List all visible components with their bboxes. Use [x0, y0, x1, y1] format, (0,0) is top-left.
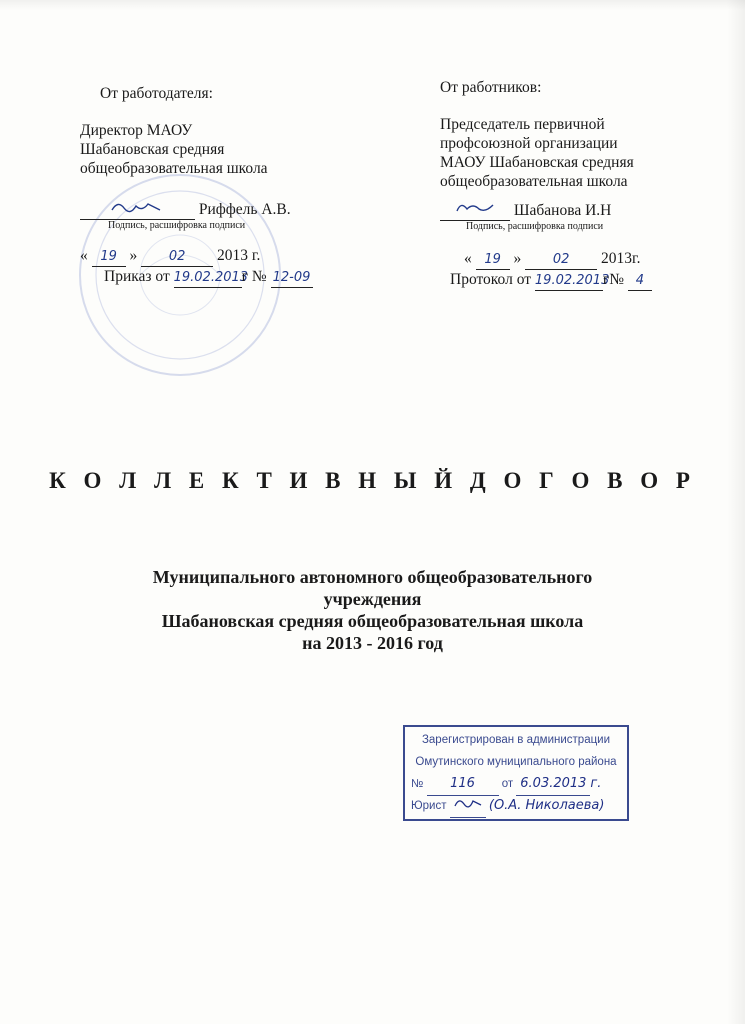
employees-position-line: Председатель первичной	[440, 116, 605, 133]
stamp-date-label: от	[501, 778, 514, 790]
order-number: 12-09	[271, 268, 313, 288]
employees-signer: Шабанова И.Н	[513, 202, 612, 219]
stamp-date-value: 6.03.2013	[516, 773, 590, 796]
stamp-number-row	[411, 773, 621, 795]
registration-stamp	[403, 725, 629, 821]
employer-signature-row	[80, 198, 380, 220]
employer-block	[80, 84, 380, 288]
stamp-lawyer-signature: (О.А. Николаева)	[488, 798, 605, 813]
order-date: 19.02.2013	[174, 268, 242, 288]
employees-date-day: 19	[476, 250, 510, 270]
employer-signature-line	[80, 198, 195, 220]
protocol-prefix: Протокол от	[450, 271, 532, 288]
employees-date-year: 2013г.	[601, 250, 641, 267]
employer-position-line: Шабановская средняя	[80, 141, 225, 158]
employees-signature-caption: Подпись, расшифровка подписи	[466, 221, 604, 232]
quote-open: «	[80, 247, 88, 264]
subtitle-line: Шабановская средняя общеобразовательная школа	[161, 611, 584, 631]
employer-signature-caption: Подпись, расшифровка подписи	[108, 220, 246, 231]
stamp-lawyer-row	[411, 795, 621, 817]
employer-signature-icon	[108, 198, 168, 214]
stamp-line: Омутинского муниципального района	[415, 756, 617, 768]
subtitle-line: Муниципального автономного общеобразовательного	[152, 567, 593, 587]
employer-date-month: 02	[141, 247, 213, 267]
employees-signature-line	[440, 199, 510, 221]
employees-date-row	[440, 249, 740, 270]
employer-date-day: 19	[92, 247, 126, 267]
stamp-number-label: №	[411, 778, 424, 790]
employer-heading: От работодателя:	[100, 85, 213, 102]
stamp-line: Зарегистрирован в администрации	[421, 734, 611, 746]
page-shadow-top	[0, 0, 745, 10]
protocol-date: 19.02.2013	[535, 271, 603, 291]
employer-date-year: 2013 г.	[217, 247, 261, 264]
employees-signature-row	[440, 199, 740, 221]
document-subtitle	[60, 566, 685, 654]
employer-order-row	[80, 267, 380, 288]
subtitle-line: на 2013 - 2016 год	[302, 633, 443, 653]
quote-close: »	[513, 250, 522, 267]
employees-protocol-row	[440, 270, 740, 291]
subtitle-line: учреждения	[323, 589, 422, 609]
stamp-date-suffix: г.	[590, 776, 602, 791]
order-prefix: Приказ от	[104, 268, 170, 285]
order-mid: г №	[241, 268, 267, 285]
document-title: К О Л Л Е К Т И В Н Ы Й Д О Г О В О Р	[49, 468, 696, 493]
employees-position-line: МАОУ Шабановская средняя	[440, 154, 634, 171]
lawyer-signature-line	[450, 795, 486, 818]
employees-date-month: 02	[525, 250, 597, 270]
employer-position-line: Директор МАОУ	[80, 122, 193, 139]
stamp-lawyer-label: Юрист	[411, 800, 447, 812]
stamp-number-value: 116	[427, 773, 499, 796]
lawyer-signature-icon	[453, 795, 483, 809]
quote-open: «	[464, 250, 472, 267]
employees-heading: От работников:	[440, 79, 542, 96]
employees-position-line: общеобразовательная школа	[440, 173, 628, 190]
employer-position-line: общеобразовательная школа	[80, 160, 268, 177]
protocol-mid: г№	[602, 271, 625, 288]
employer-signer: Риффель А.В.	[198, 201, 291, 218]
employees-signature-icon	[453, 199, 497, 215]
employer-date-row	[80, 246, 380, 267]
protocol-number: 4	[628, 271, 652, 291]
employees-position-line: профсоюзной организации	[440, 135, 618, 152]
employees-block	[440, 78, 740, 291]
quote-close: »	[129, 247, 138, 264]
